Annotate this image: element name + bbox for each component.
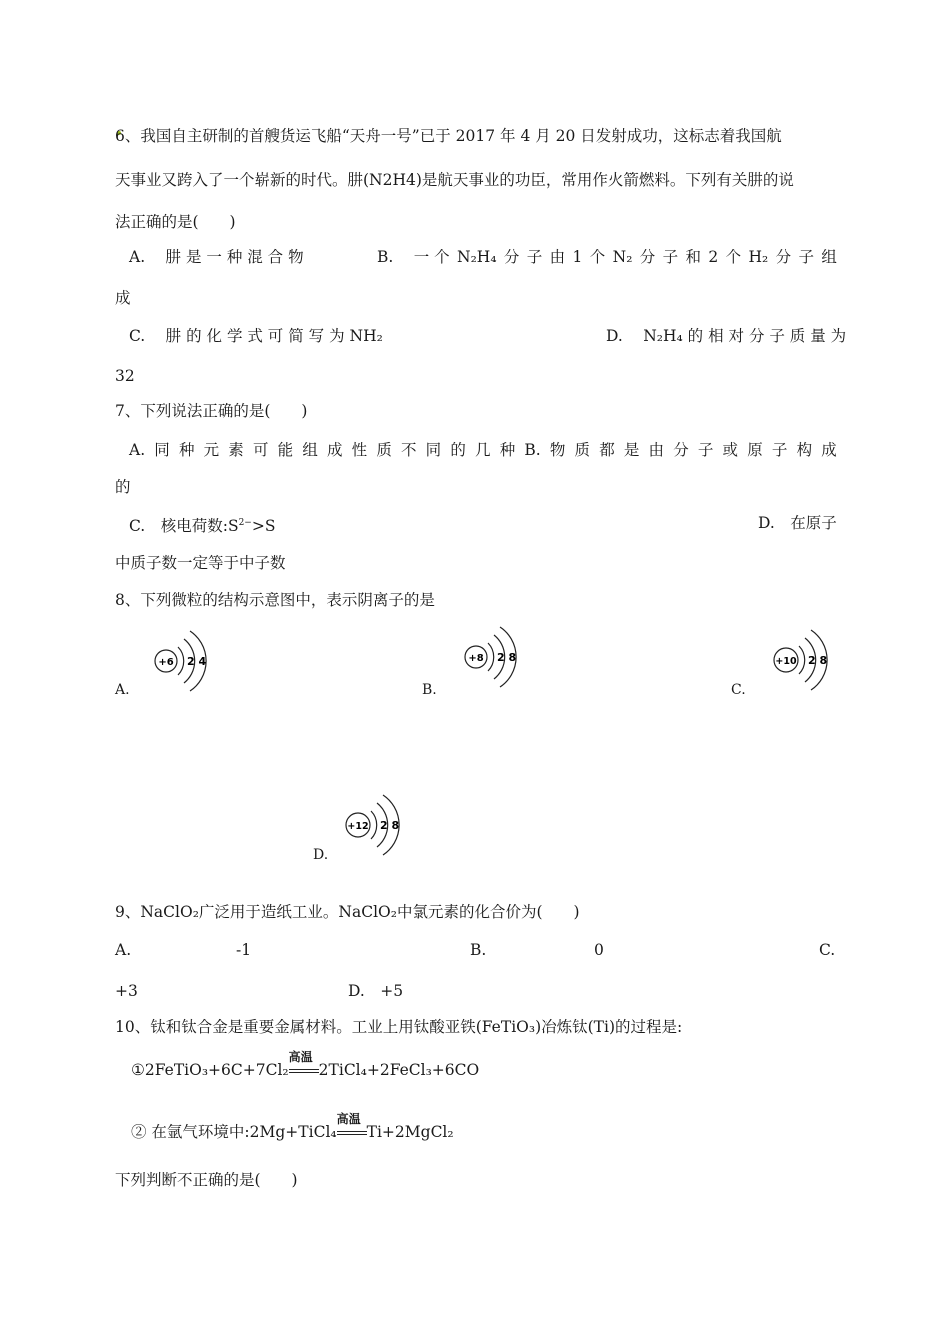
word: 能 — [277, 441, 294, 459]
q7-option-c-suffix: >S — [251, 517, 276, 535]
word: 性 — [351, 441, 368, 459]
word: 质 — [376, 441, 392, 459]
word: 由 — [648, 441, 665, 459]
q10-equation-1 — [131, 1050, 480, 1080]
word: N₂ — [612, 248, 633, 266]
word: N₂H₄ — [457, 248, 497, 266]
q9-option-c-label: C. — [819, 941, 836, 959]
q7-option-b-cont: 的 — [115, 478, 131, 496]
word: 元 — [203, 441, 220, 459]
word: B. — [524, 441, 541, 459]
word: 可 — [252, 441, 269, 459]
word: 由 — [549, 248, 566, 266]
eq1-right: 2TiCl₄+2FeCl₃+6CO — [318, 1061, 480, 1079]
word: 都 — [599, 441, 615, 459]
word: 是 — [623, 441, 640, 459]
word: 子 — [526, 248, 543, 266]
q7-option-d: D. 在原子 — [758, 514, 837, 532]
q6-option-d-cont: 32 — [115, 367, 135, 385]
word: 分 — [673, 441, 689, 459]
q7-options-ab — [129, 440, 837, 460]
atom-a-shells: 2 4 — [187, 655, 207, 668]
atom-diagram-a — [148, 625, 218, 695]
atom-c-nucleus: +10 — [775, 656, 797, 667]
word: 素 — [228, 441, 244, 459]
word: 种 — [178, 441, 195, 459]
word: 组 — [302, 441, 318, 459]
q10-ask: 下列判断不正确的是( ) — [115, 1171, 298, 1189]
atom-a-nucleus: +6 — [158, 657, 174, 668]
eq2-left: ② 在氩气环境中:2Mg+TiCl₄ — [131, 1123, 337, 1141]
atom-d-shells: 2 8 — [380, 819, 400, 832]
q7-option-c — [129, 513, 275, 536]
condition-label: 高温 — [288, 1050, 313, 1064]
q6-option-b — [377, 247, 837, 267]
q6-line3: 法正确的是( ) — [115, 213, 236, 231]
q8-label-c: C. — [731, 682, 746, 698]
word: 分 — [639, 248, 656, 266]
word: A. — [129, 441, 146, 459]
word: 成 — [821, 441, 837, 459]
word: 子 — [771, 441, 788, 459]
condition-high-temp — [288, 1050, 319, 1080]
word: 分 — [503, 248, 520, 266]
word: 种 — [499, 441, 516, 459]
q6-line2: 天事业又跨入了一个崭新的时代。肼(N2H4)是航天事业的功臣，常用作火箭燃料。下列有关肼的说 — [115, 171, 794, 189]
q6-option-b-prefix: B. 一 个 — [377, 248, 450, 266]
word: 成 — [326, 441, 343, 459]
q9-option-c-value: +3 — [115, 982, 138, 1000]
eq1-left: ①2FeTiO₃+6C+7Cl₂ — [131, 1061, 289, 1079]
equals-sign — [337, 1131, 367, 1135]
q8-label-b: B. — [422, 682, 437, 698]
word: H₂ — [748, 248, 769, 266]
condition-high-temp — [336, 1112, 367, 1142]
word: 原 — [747, 441, 763, 459]
q7-option-d-cont: 中质子数一定等于中子数 — [115, 554, 286, 572]
q6-line1: 6、我国自主研制的首艘货运飞船“天舟一号”已于 2017 年 4 月 20 日发射成功，这标志着我国航 — [115, 127, 782, 145]
condition-label: 高温 — [336, 1112, 361, 1126]
word: 同 — [425, 441, 442, 459]
q10-equation-2 — [131, 1112, 454, 1142]
word: 和 — [685, 248, 702, 266]
q6-option-a: A. 肼 是 一 种 混 合 物 — [129, 248, 304, 266]
word: 质 — [574, 441, 591, 459]
word: 同 — [154, 441, 170, 459]
word: 不 — [401, 441, 417, 459]
q9-option-a-value: -1 — [236, 941, 252, 959]
q8-label-d: D. — [313, 847, 329, 863]
q9-option-b-label: B. — [470, 941, 487, 959]
q9-option-d: D. +5 — [348, 982, 404, 1000]
eq2-right: Ti+2MgCl₂ — [366, 1123, 454, 1141]
atom-d-nucleus: +12 — [347, 821, 369, 832]
word: 1 — [572, 248, 583, 266]
q7-option-c-sup: 2− — [238, 518, 252, 528]
word: 几 — [475, 441, 491, 459]
q8-stem: 8、下列微粒的结构示意图中，表示阴离子的是 — [115, 591, 435, 609]
atom-diagram-c — [768, 624, 838, 694]
atom-diagram-d — [340, 789, 410, 859]
word: 的 — [450, 441, 466, 459]
word: 个 — [725, 248, 742, 266]
word: 2 — [708, 248, 719, 266]
q9-option-a-label: A. — [115, 941, 132, 959]
word: 组 — [821, 248, 837, 266]
word: 物 — [549, 441, 566, 459]
q7-option-c-text: C. 核电荷数:S — [129, 517, 239, 535]
word: 子 — [798, 248, 814, 266]
atom-b-shells: 2 8 — [497, 651, 517, 664]
q9-option-b-value: 0 — [594, 941, 604, 959]
q6-option-b-cont: 成 — [115, 289, 131, 307]
q10-stem: 10、钛和钛合金是重要金属材料。工业上用钛酸亚铁(FeTiO₃)冶炼钛(Ti)的过程是: — [115, 1018, 683, 1036]
word: 分 — [775, 248, 792, 266]
word: 个 — [589, 248, 606, 266]
atom-c-shells: 2 8 — [808, 654, 828, 667]
q8-label-a: A. — [115, 682, 130, 698]
atom-diagram-b — [458, 621, 528, 691]
word: 子 — [697, 441, 714, 459]
atom-b-nucleus: +8 — [468, 653, 484, 664]
word: 子 — [662, 248, 679, 266]
word: 构 — [796, 441, 813, 459]
q7-stem: 7、下列说法正确的是( ) — [115, 402, 308, 420]
q6-option-d: D. N₂H₄ 的 相 对 分 子 质 量 为 — [606, 327, 847, 345]
equals-sign — [289, 1069, 319, 1073]
q9-stem: 9、NaClO₂广泛用于造纸工业。NaClO₂中氯元素的化合价为( ) — [115, 903, 580, 921]
word: 或 — [722, 441, 739, 459]
q6-option-c: C. 肼 的 化 学 式 可 简 写 为 NH₂ — [129, 327, 383, 345]
